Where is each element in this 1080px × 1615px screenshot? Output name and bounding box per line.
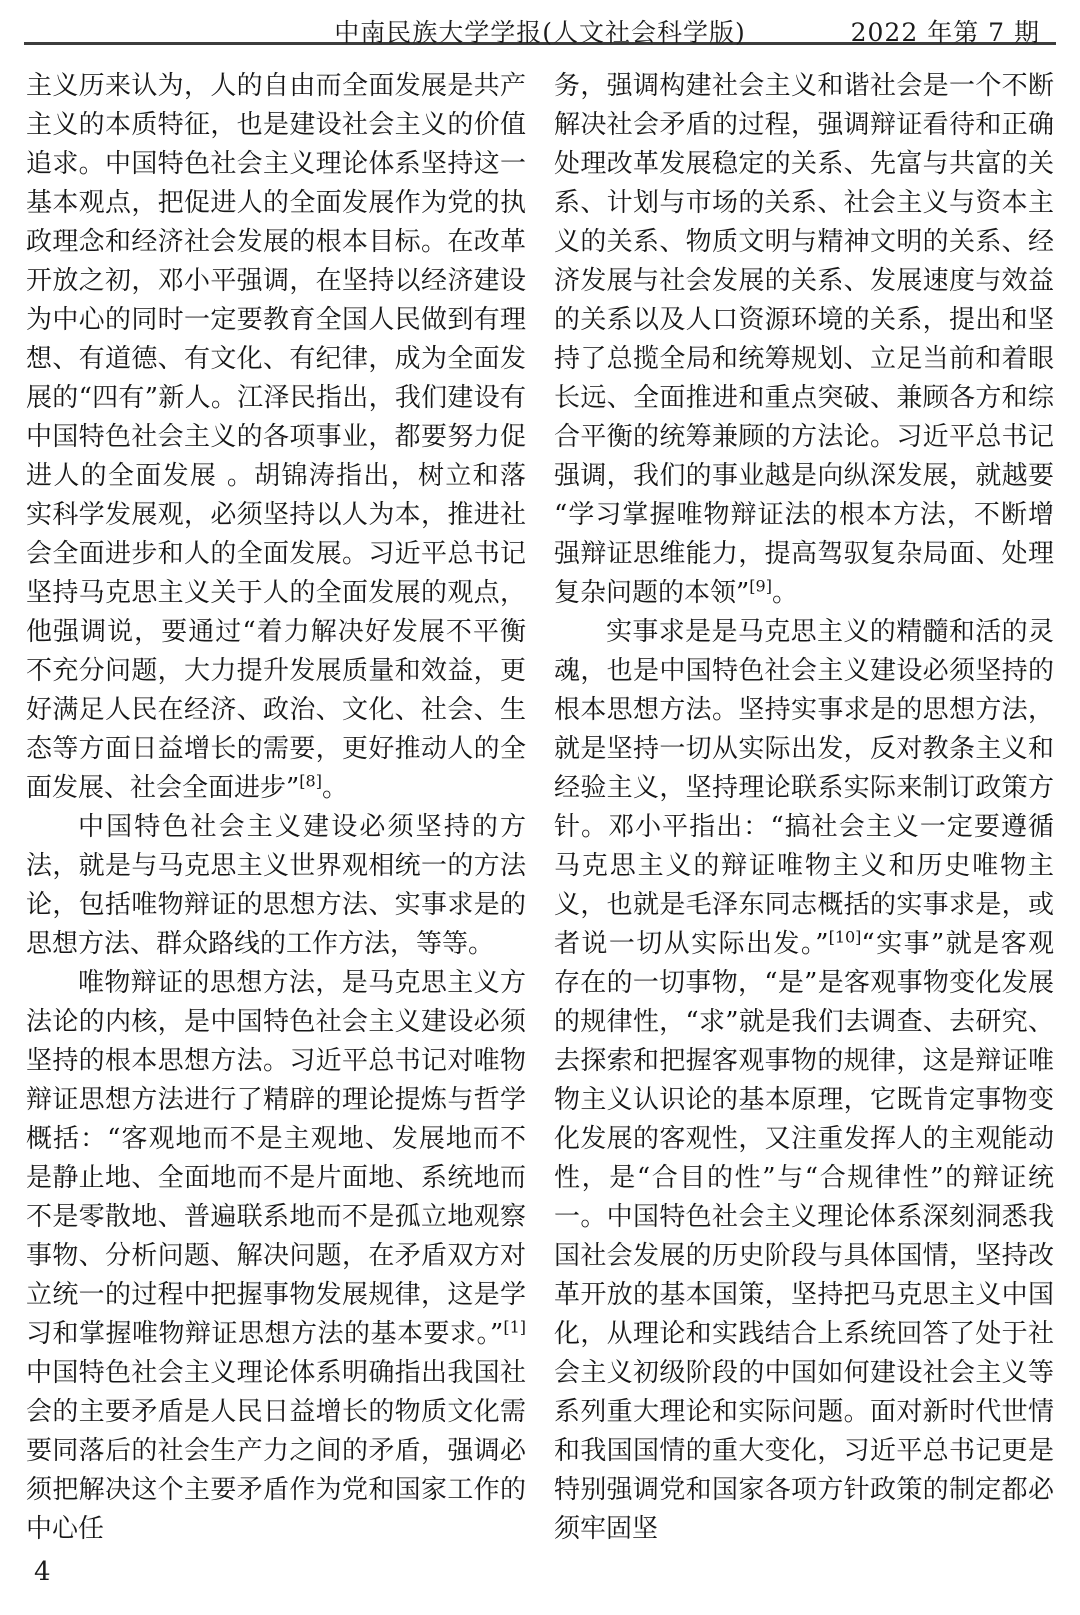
left-column bbox=[26, 67, 526, 1549]
paragraph-seeking-truth: 实事求是是马克思主义的精髓和活的灵魂，也是中国特色社会主义建设必须坚持的根本思想方法。坚持实事求是的思想方法，就是坚持一切从实际出发，反对教条主义和经验主义，坚持理论联系实际来制订政策方针。邓小平指出：“搞社会主义一定要遵循马克思主义的辩证唯物主义和历史唯物主义，也就是毛泽东同志概括的实事求是，或者说一切从实际出发。”[10]“实事”就是客观存在的一切事物，“是”是客观事物变化发展的规律性，“求”就是我们去调查、去研究、去探索和把握客观事物的规律，这是辩证唯物主义认识论的基本原理，它既肯定事物变化发展的客观性，又注重发挥人的主观能动性，是“合目的性”与“合规律性”的辩证统一。中国特色社会主义理论体系深刻洞悉我国社会发展的历史阶段与具体国情，坚持改革开放的基本国策，坚持把马克思主义中国化，从理论和实践结合上系统回答了处于社会主义初级阶段的中国如何建设社会主义等系列重大理论和实际问题。面对新时代世情和我国国情的重大变化，习近平总书记更是特别强调党和国家各项方针政策的制定都必须牢固坚 bbox=[554, 617, 1054, 1544]
issue-label: 2022 年第 7 期 bbox=[850, 18, 1040, 47]
journal-title: 中南民族大学学报(人文社会科学版) bbox=[334, 18, 746, 47]
right-column bbox=[554, 67, 1054, 1549]
paragraph-dialectics: 唯物辩证的思想方法，是马克思主义方法论的内核，是中国特色社会主义建设必须坚持的根本思想方法。习近平总书记对唯物辩证思想方法进行了精辟的理论提炼与哲学概括：“客观地而不是主观地、发展地而不是静止地、全面地而不是片面地、系统地而不是零散地、普遍联系地而不是孤立地观察事物、分析问题、解决问题，在矛盾双方对立统一的过程中把握事物发展规律，这是学习和掌握唯物辩证思想方法的基本要求。”[1] 中国特色社会主义理论体系明确指出我国社会的主要矛盾是人民日益增长的物质文化需要同落后的社会生产力之间的矛盾，强调必须把解决这个主要矛盾作为党和国家工作的中心任 bbox=[26, 968, 526, 1544]
paragraph-methods-overview: 中国特色社会主义建设必须坚持的方法，就是与马克思主义世界观相统一的方法论，包括唯物辩证的思想方法、实事求是的思想方法、群众路线的工作方法，等等。 bbox=[26, 812, 526, 959]
paragraph-continuation: 主义历来认为，人的自由而全面发展是共产主义的本质特征，也是建设社会主义的价值追求。中国特色社会主义理论体系坚持这一基本观点，把促进人的全面发展作为党的执政理念和经济社会发展的根本目标。在改革开放之初，邓小平强调，在坚持以经济建设为中心的同时一定要教育全国人民做到有理想、有道德、有文化、有纪律，成为全面发展的“四有”新人。江泽民指出，我们建设有中国特色社会主义的各项事业，都要努力促进人的全面发展 。胡锦涛指出，树立和落实科学发展观，必须坚持以人为本，推进社会全面进步和人的全面发展。习近平总书记坚持马克思主义关于人的全面发展的观点，他强调说，要通过“着力解决好发展不平衡不充分问题，大力提升发展质量和效益，更好满足人民在经济、政治、文化、社会、生态等方面日益增长的需要，更好推动人的全面发展、社会全面进步”[8]。 bbox=[26, 71, 526, 803]
journal-header bbox=[0, 0, 1080, 47]
page-number: 4 bbox=[34, 1557, 51, 1587]
article-body bbox=[0, 45, 1080, 1549]
paragraph-dialectics-continuation: 务，强调构建社会主义和谐社会是一个不断解决社会矛盾的过程，强调辩证看待和正确处理改革发展稳定的关系、先富与共富的关系、计划与市场的关系、社会主义与资本主义的关系、物质文明与精神文明的关系、经济发展与社会发展的关系、发展速度与效益的关系以及人口资源环境的关系，提出和坚持了总揽全局和统筹规划、立足当前和着眼长远、全面推进和重点突破、兼顾各方和综合平衡的统筹兼顾的方法论。习近平总书记强调，我们的事业越是向纵深发展，就越要“学习掌握唯物辩证法的根本方法，不断增强辩证思维能力，提高驾驭复杂局面、处理复杂问题的本领”[9]。 bbox=[554, 71, 1054, 608]
